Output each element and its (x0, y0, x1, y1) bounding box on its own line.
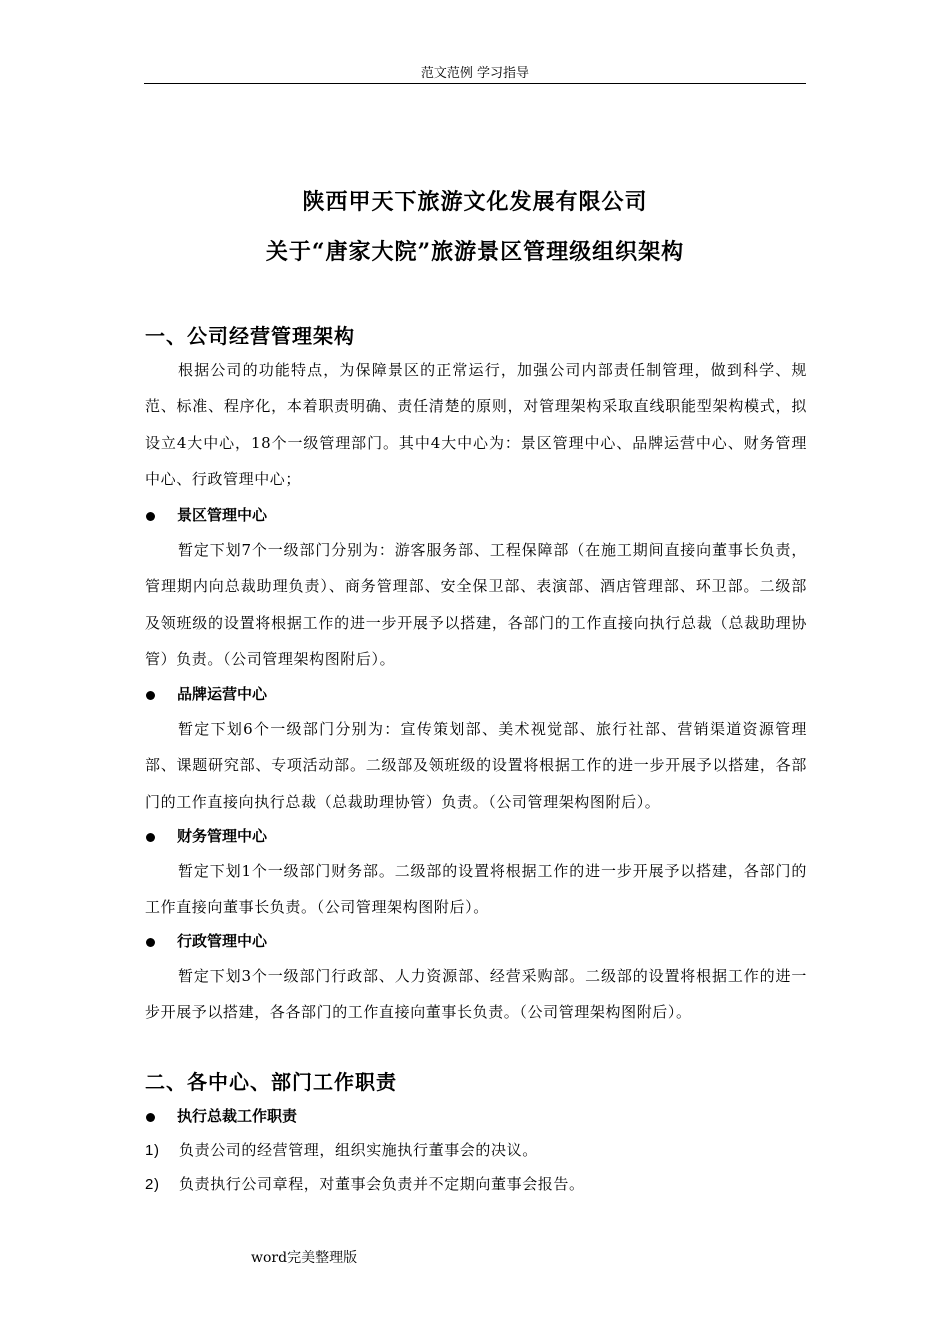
duty-item-text: 负责公司的经营管理，组织实施执行董事会的决议。 (179, 1141, 538, 1159)
duty-title: 执行总裁工作职责 (177, 1107, 298, 1125)
header-rule (144, 83, 806, 84)
center-name: 行政管理中心 (177, 932, 268, 950)
bullet-dot-icon (146, 512, 155, 521)
center-description: 暂定下划3个一级部门行政部、人力资源部、经营采购部。二级部的设置将根据工作的进一步开展予以搭建，各各部门的工作直接向董事长负责。（公司管理架构图附后）。 (145, 967, 807, 1022)
center-description: 暂定下划7个一级部门分别为：游客服务部、工程保障部（在施工期间直接向董事长负责，管理期内向总裁助理负责）、商务管理部、安全保卫部、表演部、酒店管理部、环卫部。二级部及领班级的设置将根据工作的进一步开展予以搭建，各部门的工作直接向执行总裁（总裁助理协管）负责。（公司管理架构图附后）。 (145, 541, 807, 668)
center-heading (146, 825, 267, 846)
center-name: 财务管理中心 (177, 827, 268, 845)
bullet-dot-icon (146, 833, 155, 842)
center-description: 暂定下划1个一级部门财务部。二级部的设置将根据工作的进一步开展予以搭建，各部门的工作直接向董事长负责。（公司管理架构图附后）。 (145, 862, 807, 917)
page-footer: word完美整理版 (251, 1250, 358, 1266)
doc-title-line-1: 陕西甲天下旅游文化发展有限公司 (302, 189, 648, 215)
duty-item (145, 1173, 585, 1194)
section-1-heading: 一、公司经营管理架构 (145, 324, 355, 348)
center-heading (146, 683, 267, 704)
duty-heading (146, 1105, 297, 1126)
duty-item-text: 负责执行公司章程，对董事会负责并不定期向董事会报告。 (179, 1175, 585, 1193)
bullet-dot-icon (146, 938, 155, 947)
bullet-dot-icon (146, 691, 155, 700)
page-header: 范文范例 学习指导 (420, 66, 530, 81)
center-heading (146, 930, 267, 951)
center-heading (146, 504, 267, 525)
duty-item (145, 1139, 538, 1160)
duty-item-number: 2) (145, 1176, 160, 1193)
duty-item-number: 1) (145, 1142, 160, 1159)
center-description: 暂定下划6个一级部门分别为：宣传策划部、美术视觉部、旅行社部、营销渠道资源管理部、课题研究部、专项活动部。二级部及领班级的设置将根据工作的进一步开展予以搭建，各部门的工作直接向执行总裁（总裁助理协管）负责。（公司管理架构图附后）。 (145, 720, 807, 811)
center-name: 景区管理中心 (177, 506, 268, 524)
section-2-heading: 二、各中心、部门工作职责 (145, 1070, 397, 1094)
center-name: 品牌运营中心 (177, 685, 268, 703)
bullet-dot-icon (146, 1113, 155, 1122)
section-1-intro: 根据公司的功能特点，为保障景区的正常运行，加强公司内部责任制管理，做到科学、规范、标准、程序化，本着职责明确、责任清楚的原则，对管理架构采取直线职能型架构模式，拟设立4大中心，18个一级管理部门。其中4大中心为：景区管理中心、品牌运营中心、财务管理中心、行政管理中心； (145, 361, 807, 488)
doc-title-line-2: 关于“唐家大院”旅游景区管理级组织架构 (265, 239, 685, 265)
